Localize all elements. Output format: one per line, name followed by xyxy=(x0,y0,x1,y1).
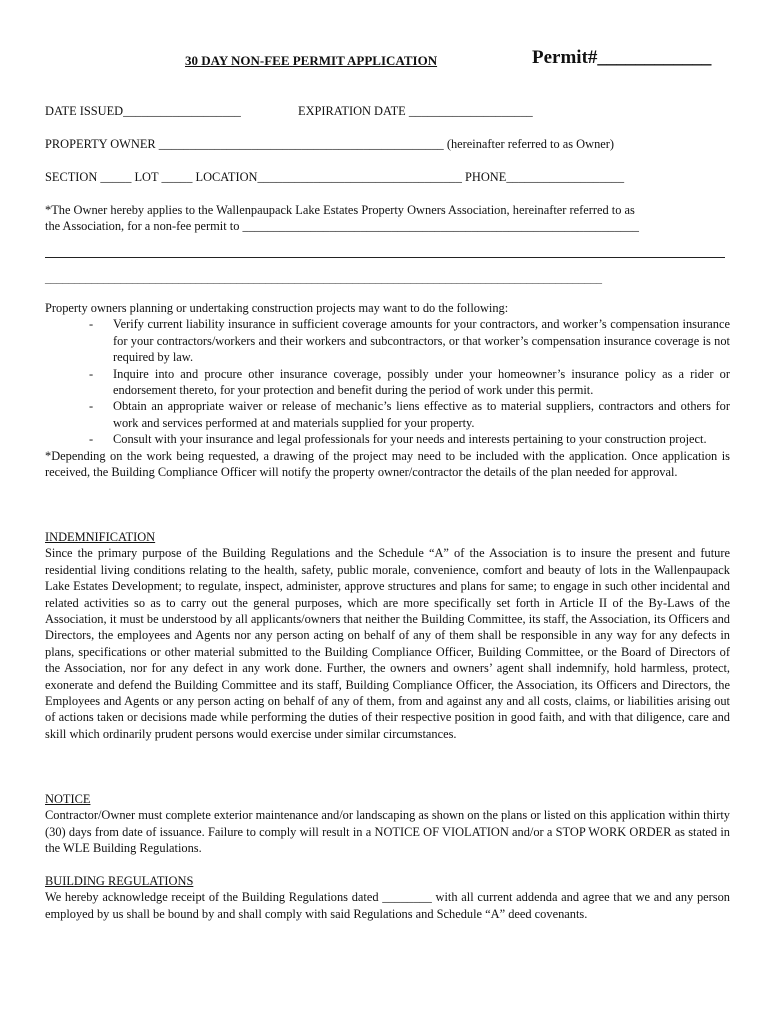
dash-bullet: - xyxy=(89,317,94,332)
notice-body: Contractor/Owner must complete exterior maintenance and/or landscaping as shown on the plans or listed on this application within thirty (30) days from date of issuance. Failure to comply will result in a NOTICE OF VIOLATION and/or a STOP WORK ORDER as stated in the WLE Building Regulations. xyxy=(45,808,730,856)
list-item-text: Verify current liability insurance in sufficient coverage amounts for your contractors, and worker’s compensation insurance for your contractors/workers and their workers and subcontractors, or that worker’s compensation insurance coverage is not required by law. xyxy=(113,317,730,365)
list-item-text: Consult with your insurance and legal professionals for your needs and interests pertaining to your construction project. xyxy=(113,432,707,447)
list-item-text: Obtain an appropriate waiver or release of mechanic’s liens effective as to material suppliers, contractors and others for work and services performed at and materials supplied for your property. xyxy=(113,399,730,430)
drawing-note: *Depending on the work being requested, a drawing of the project may need to be included with the application. Once application is received, the Building Compliance Officer will notify the property owner/contractor the details of the plan needed for approval. xyxy=(45,448,730,480)
property-owner-field[interactable]: PROPERTY OWNER ______________________________________________ (hereinafter referred to as Owner) xyxy=(45,137,615,151)
building-regulations-heading: BUILDING REGULATIONS xyxy=(45,874,194,888)
indemnification-heading: INDEMNIFICATION xyxy=(45,530,156,544)
planning-list xyxy=(45,316,730,447)
expiration-date-field[interactable]: EXPIRATION DATE ____________________ xyxy=(298,104,533,118)
indemnification-body: Since the primary purpose of the Building Regulations and the Schedule “A” of the Association is to insure the present and future residential living conditions relating to the health, safety, public morale, convenience, comfort and beauty of lots in the Wallenpaupack Lake Estates Development; to regulate, inspect, administer, approve structures and plans for same; to engage in such other incidental and related activities so as to carry out the general purposes, which are more specifically set forth in Article II of the By-Laws of the Association, it must be understood by all applicants/owners that neither the Building Committee, its staff, the Association, its Officers and Directors, the employees and Agents nor any person acting on behalf of any of them shall be responsible in any way for any defects in plans, specifications or other material submitted to the Building Compliance Officer, Building Committee, or the Board of Directors of the Association, nor for any defect in any work done. Further, the owners and owners’ agent shall indemnify, hold harmless, protect, exonerate and defend the Building Committee and its staff, Building Compliance Officer, the Association, its Officers and Directors, the Employees and Agents or any person acting on behalf of any of them, from and against any and all costs, claims, or liabilities arising out of actions taken or decisions made while performing the duties of their respective position in good faith, and with that diligence, care and skill which ordinarily prudent persons would exercise under similar circumstances. xyxy=(45,546,730,741)
application-statement: *The Owner hereby applies to the Wallenpaupack Lake Estates Property Owners Association, hereinafter referred to as xyxy=(45,203,635,217)
notice-heading: NOTICE xyxy=(45,792,91,806)
permit-purpose-field[interactable]: the Association, for a non-fee permit to ________________________________________________________________ xyxy=(45,219,640,233)
section-lot-location-phone-field[interactable]: SECTION _____ LOT _____ LOCATION_________________________________ PHONE___________________ xyxy=(45,170,625,184)
dash-bullet: - xyxy=(89,399,94,414)
blank-entry-line[interactable]: ________________________________________________________________________________________________ xyxy=(45,271,602,285)
divider-line xyxy=(45,257,725,258)
list-item xyxy=(89,366,730,399)
planning-section xyxy=(45,300,730,480)
notice-section xyxy=(45,791,730,857)
permit-number-field[interactable]: Permit#____________ xyxy=(532,47,712,68)
list-item xyxy=(89,431,730,447)
document-title: 30 DAY NON-FEE PERMIT APPLICATION xyxy=(185,53,438,68)
building-regulations-section xyxy=(45,873,730,922)
date-issued-field[interactable]: DATE ISSUED___________________ xyxy=(45,104,241,118)
dash-bullet: - xyxy=(89,366,94,381)
dash-bullet: - xyxy=(89,432,94,447)
indemnification-section xyxy=(45,529,730,742)
building-regulations-body: We hereby acknowledge receipt of the Building Regulations dated ________ with all current addenda and agree that we and any person employed by us shall be bound by and shall comply with said Regulations and Schedule “A” deed covenants. xyxy=(45,890,730,921)
list-item-text: Inquire into and procure other insurance coverage, possibly under your homeowner’s insurance policy as a rider or endorsement thereto, for your protection and benefit during the period of work under this permit. xyxy=(113,366,730,398)
list-item xyxy=(89,316,730,365)
list-item xyxy=(89,398,730,431)
planning-intro: Property owners planning or undertaking construction projects may want to do the following: xyxy=(45,301,509,315)
